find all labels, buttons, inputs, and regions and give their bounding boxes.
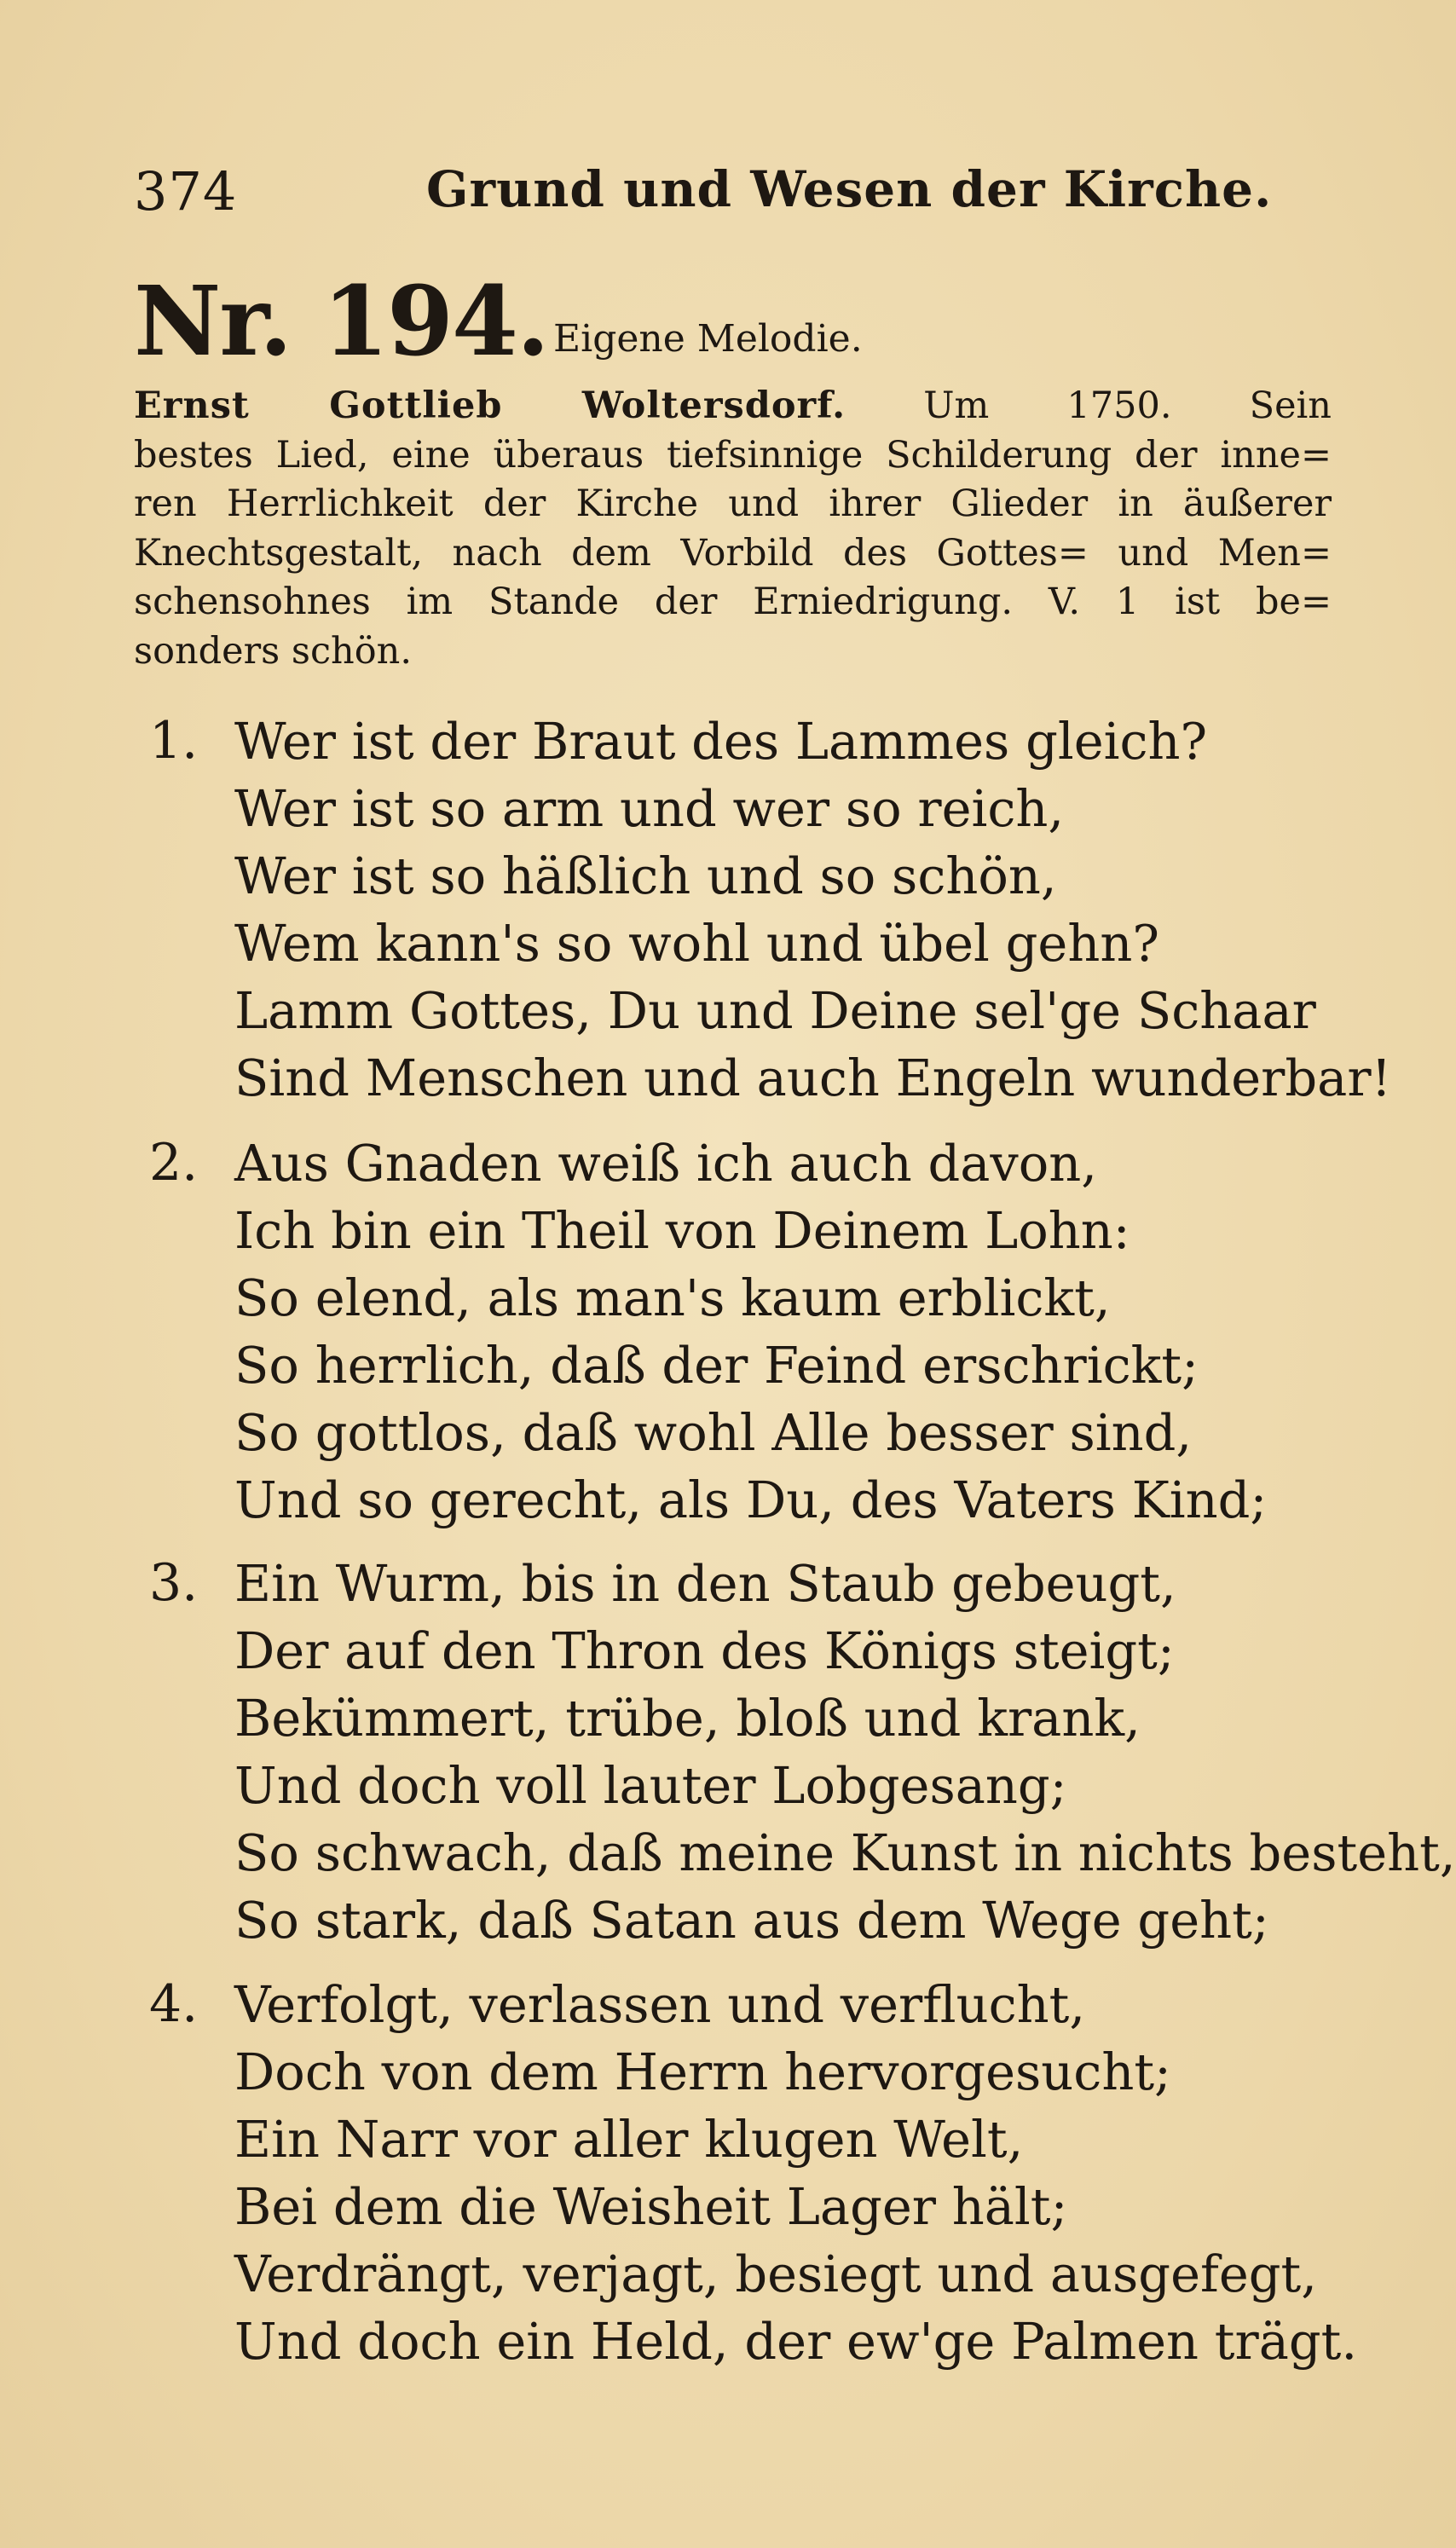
verse-lines — [234, 1130, 1267, 1534]
intro-line: bestes Lied, eine überaus tiefsinnige Schilderung der inne= — [134, 433, 1332, 477]
page-number: 374 — [134, 160, 238, 222]
verse-line: So herrlich, daß der Feind erschrickt; — [234, 1336, 1199, 1395]
verse-line: Und doch voll lauter Lobgesang; — [234, 1756, 1067, 1815]
verse-line: So gottlos, daß wohl Alle besser sind, — [234, 1403, 1193, 1462]
verse-line: Doch von dem Herrn hervorgesucht; — [234, 2042, 1171, 2101]
verse-lines — [234, 1550, 1456, 1954]
verse-number: 2. — [149, 1133, 199, 1193]
verse-line: Wer ist so häßlich und so schön, — [234, 846, 1057, 905]
verse-line: Bei dem die Weisheit Lager hält; — [234, 2177, 1068, 2236]
verse-line: Verfolgt, verlassen und verflucht, — [234, 1975, 1086, 2034]
verse-line: Ein Wurm, bis in den Staub gebeugt, — [234, 1554, 1176, 1613]
verse-line: Lamm Gottes, Du und Deine sel'ge Schaar — [234, 981, 1316, 1040]
melody-note: Eigene Melodie. — [553, 317, 863, 361]
verse-line: Wer ist der Braut des Lammes gleich? — [234, 712, 1208, 771]
hymn-introduction — [134, 382, 1332, 677]
intro-line: Knechtsgestalt, nach dem Vorbild des Gottes= und Men= — [134, 531, 1332, 575]
verse-line: Aus Gnaden weiß ich auch davon, — [234, 1134, 1098, 1193]
verse-line: Ein Narr vor aller klugen Welt, — [234, 2110, 1024, 2169]
verse-line: So schwach, daß meine Kunst in nichts besteht, — [234, 1823, 1456, 1882]
verse-line: Wer ist so arm und wer so reich, — [234, 779, 1065, 838]
intro-line: schensohnes im Stande der Erniedrigung. V. 1 ist be= — [134, 581, 1332, 624]
running-head: Grund und Wesen der Kirche. — [426, 160, 1273, 218]
intro-text: Um 1750. Sein — [923, 384, 1332, 427]
verse-line: Ich bin ein Theil von Deinem Lohn: — [234, 1201, 1130, 1260]
hymn-number: Nr. 194. — [134, 266, 548, 378]
page-header — [134, 160, 1370, 228]
verse-line: Sind Menschen und auch Engeln wunderbar! — [234, 1049, 1392, 1107]
verse-number: 3. — [149, 1553, 199, 1613]
verse-line: So elend, als man's kaum erblickt, — [234, 1268, 1111, 1327]
intro-line — [134, 382, 1332, 431]
verse-number: 4. — [149, 1974, 199, 2034]
verse-line: Und doch ein Held, der ew'ge Palmen trägt. — [234, 2312, 1358, 2371]
hymn-heading — [134, 266, 1370, 378]
verse-line: So stark, daß Satan aus dem Wege geht; — [234, 1891, 1269, 1950]
intro-line: sonders schön. — [134, 629, 413, 673]
verse-lines — [234, 708, 1391, 1112]
verse-line: Verdrängt, verjagt, besiegt und ausgefegt, — [234, 2245, 1317, 2303]
verse-line: Bekümmert, trübe, bloß und krank, — [234, 1689, 1141, 1748]
verse-line: Wem kann's so wohl und übel gehn? — [234, 914, 1159, 973]
verse-number: 1. — [149, 711, 199, 771]
verse-line: Und so gerecht, als Du, des Vaters Kind; — [234, 1470, 1268, 1529]
author-name: Ernst Gottlieb Woltersdorf. — [134, 384, 846, 427]
verse-line: Der auf den Thron des Königs steigt; — [234, 1621, 1175, 1680]
verse-lines — [234, 1971, 1357, 2375]
intro-line: ren Herrlichkeit der Kirche und ihrer Glieder in äußerer — [134, 482, 1332, 526]
